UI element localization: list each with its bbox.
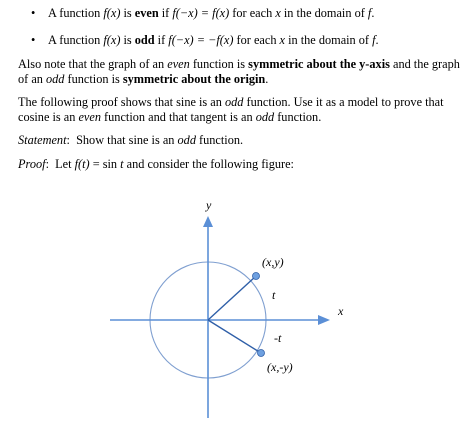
text: if	[158, 6, 173, 20]
point-upper-label: (x,y)	[262, 255, 284, 269]
text: cosine is an	[18, 110, 79, 124]
text: in the domain of	[285, 33, 373, 47]
text: of an	[18, 72, 46, 86]
point-upper	[253, 273, 260, 280]
radius-upper	[208, 276, 256, 320]
bullet-icon: •	[31, 33, 36, 47]
text: .	[371, 6, 375, 20]
proof-label: Proof	[18, 157, 46, 171]
x-axis-arrow-icon	[318, 315, 330, 325]
text: Show that sine is an	[69, 133, 178, 147]
y-axis-label: y	[206, 198, 212, 212]
math-fx: f(x)	[103, 6, 121, 20]
text: .	[265, 72, 269, 86]
bullet-icon: •	[31, 6, 36, 20]
math-ft: f(t)	[74, 157, 90, 171]
keyword-odd: odd	[134, 33, 155, 47]
angle-t-label: t	[272, 288, 276, 302]
point-lower-label: (x,-y)	[267, 360, 293, 374]
text: A function	[48, 6, 104, 20]
text: Let	[48, 157, 75, 171]
statement-label: Statement	[18, 133, 67, 147]
text: function and that tangent is an	[100, 110, 256, 124]
math-f: f	[372, 33, 376, 47]
text: is	[120, 33, 135, 47]
math-condition: f(−x) = −f(x)	[168, 33, 234, 47]
radius-lower	[208, 320, 261, 353]
text: :	[45, 157, 49, 171]
text: and consider the following figure:	[123, 157, 294, 171]
math-t: t	[120, 157, 124, 171]
emph-symmetric-y: symmetric about the y-axis	[248, 57, 390, 71]
text: :	[66, 133, 70, 147]
text: .	[375, 33, 379, 47]
emph-even: even	[78, 110, 101, 124]
angle-neg-t-label: -t	[274, 331, 282, 345]
text: for each	[233, 33, 280, 47]
text: in the domain of	[280, 6, 368, 20]
emph-odd: odd	[224, 95, 244, 109]
emph-even: even	[167, 57, 190, 71]
point-lower	[258, 350, 265, 357]
math-x: x	[279, 33, 286, 47]
math-fx: f(x)	[103, 33, 121, 47]
math-condition: f(−x) = f(x)	[172, 6, 230, 20]
text: function.	[195, 133, 244, 147]
emph-odd: odd	[177, 133, 196, 147]
text: if	[154, 33, 169, 47]
text: is	[120, 6, 135, 20]
y-axis-arrow-icon	[203, 216, 213, 227]
keyword-even: even	[134, 6, 159, 20]
text: function is	[189, 57, 249, 71]
text: and the graph	[389, 57, 460, 71]
text: Also note that the graph of an	[18, 57, 168, 71]
text: A function	[48, 33, 104, 47]
emph-odd: odd	[46, 72, 65, 86]
text: function.	[274, 110, 322, 124]
text: The following proof shows that sine is an	[18, 95, 225, 109]
math-f: f	[367, 6, 372, 20]
text: for each	[229, 6, 276, 20]
math-x: x	[275, 6, 281, 20]
x-axis-label: x	[338, 304, 344, 318]
emph-odd: odd	[255, 110, 275, 124]
emph-symmetric-origin: symmetric about the origin	[122, 72, 266, 86]
text: function. Use it as a model to prove that	[243, 95, 444, 109]
text: = sin	[89, 157, 121, 171]
text: function is	[64, 72, 123, 86]
